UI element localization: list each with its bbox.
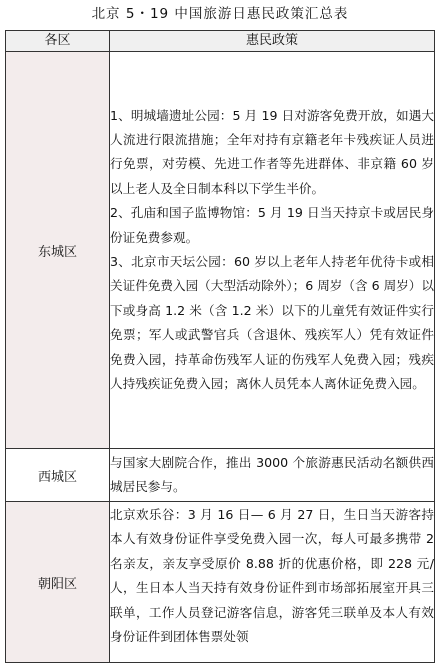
policy-table: [5, 30, 435, 663]
table-row-dongcheng: [6, 52, 435, 449]
page-title: 北京 5・19 中国旅游日惠民政策汇总表: [91, 6, 349, 22]
area-cell-chaoyang: 朝阳区: [6, 502, 110, 663]
column-header-policy: 惠民政策: [110, 31, 435, 52]
policy-cell-clip: [110, 503, 434, 661]
table-row-xicheng: [6, 449, 435, 502]
table-row-chaoyang: [6, 502, 435, 663]
table-header-row: [6, 31, 435, 52]
area-cell-xicheng: 西城区: [6, 449, 110, 502]
policy-cell-xicheng: [110, 449, 435, 502]
policy-paragraph: 北京欢乐谷：3 月 16 日— 6 月 27 日，生日当天游客持本人有效身份证件享受免费入园一次，每人可最多携带 2 名亲友，亲友享受原价 8.88 折的优惠价格，即 228 元/人，生日本人当天持有效身份证件到市场部拓展室开具三联单，工作人员登记游客信息，游客凭三联单及本人有效身份证件到团体售票处领: [110, 507, 434, 645]
area-cell-dongcheng: 东城区: [6, 52, 110, 449]
column-header-area: 各区: [6, 31, 110, 52]
policy-cell-chaoyang: [110, 502, 435, 663]
policy-paragraph: 1、明城墙遗址公园：5 月 19 日对游客免费开放，如遇大人流进行限流措施；全年对持有京籍老年卡残疾证人员进行免票，对劳模、先进工作者等先进群体、非京籍 60 岁以上老人及全日制本科以下学生半价。: [110, 107, 434, 196]
policy-paragraph: 与国家大剧院合作，推出 3000 个旅游惠民活动名额供西城居民参与。: [110, 454, 434, 494]
policy-paragraph: 3、北京市天坛公园：60 岁以上老年人持老年优待卡或相关证件免费入园（大型活动除外）；6 周岁（含 6 周岁）以下或身高 1.2 米（含 1.2 米）以下的儿童凭有效证件实行免票；军人或武警官兵（含退休、残疾军人）凭有效证件免费入园，持革命伤残军人证的伤残军人免费入园；残疾人持残疾证免费入园；离休人员凭本人离休证免费入园。: [110, 254, 434, 392]
policy-cell-dongcheng: [110, 52, 435, 449]
policy-paragraph: 2、孔庙和国子监博物馆：5 月 19 日当天持京卡或居民身份证免费参观。: [110, 205, 434, 245]
